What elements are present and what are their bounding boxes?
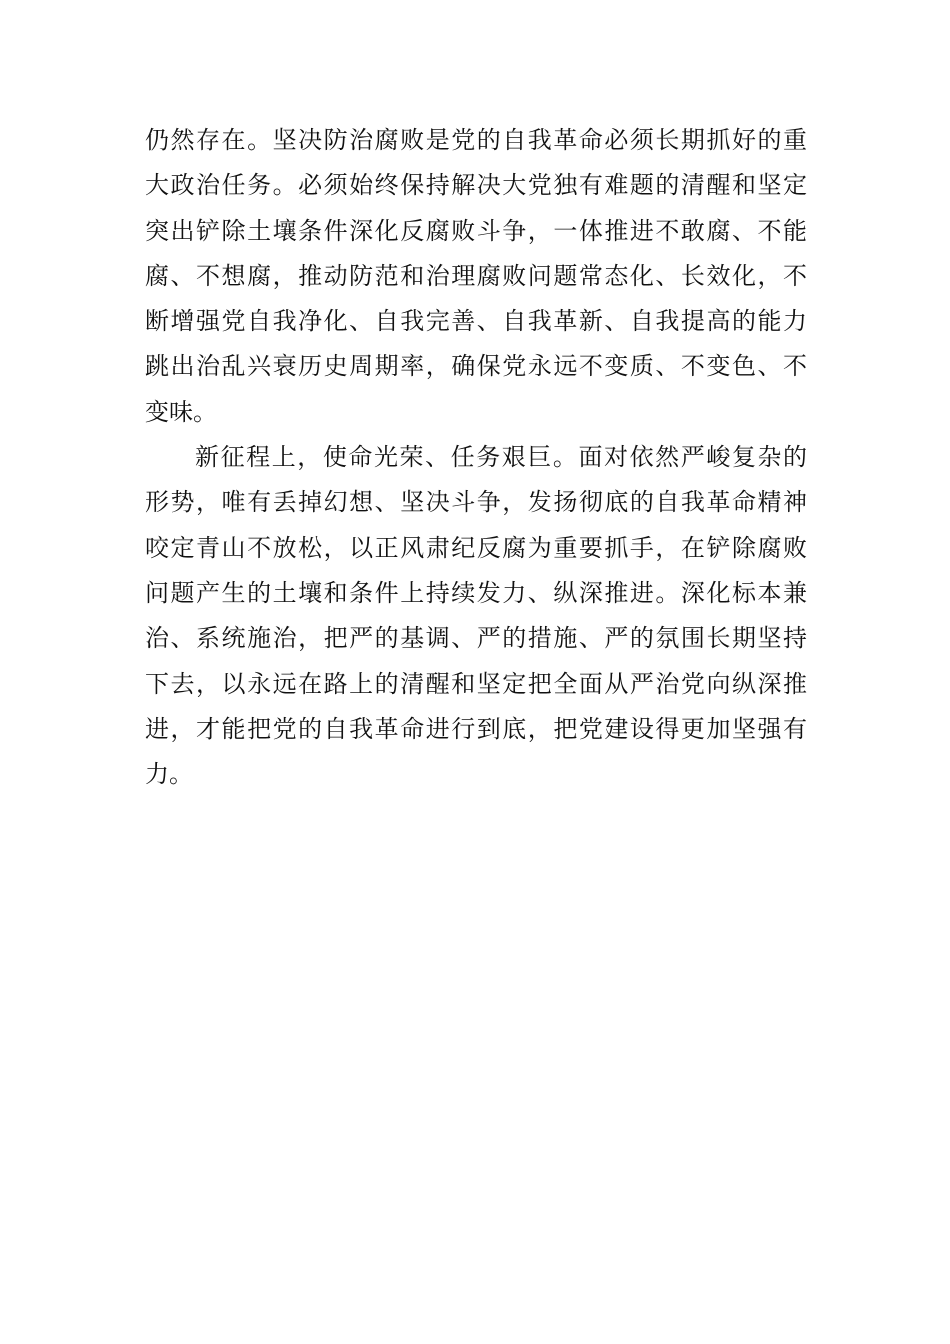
text-line: 咬定青山不放松，以正风肃纪反腐为重要抓手，在铲除腐败 [145,533,807,562]
text-line: 下去，以永远在路上的清醒和坚定把全面从严治党向纵深推 [145,669,807,698]
text-line: 进，才能把党的自我革命进行到底，把党建设得更加坚强有 [145,714,807,743]
text-line: 突出铲除土壤条件深化反腐败斗争，一体推进不敢腐、不能 [145,216,807,245]
text-line: 问题产生的土壤和条件上持续发力、纵深推进。深化标本兼 [145,578,807,607]
text-line: 形势，唯有丢掉幻想、坚决斗争，发扬彻底的自我革命精神 [145,488,807,517]
text-line: 新征程上，使命光荣、任务艰巨。面对依然严峻复杂的 [195,443,807,472]
text-line: 变味。 [145,397,217,426]
text-line: 大政治任务。必须始终保持解决大党独有难题的清醒和坚定 [145,171,807,200]
text-line: 仍然存在。坚决防治腐败是党的自我革命必须长期抓好的重 [145,126,807,154]
text-line: 腐、不想腐，推动防范和治理腐败问题常态化、长效化，不 [145,261,807,290]
text-line: 跳出治乱兴衰历史周期率，确保党永远不变质、不变色、不 [145,352,807,381]
text-line: 治、系统施治，把严的基调、严的措施、严的氛围长期坚持 [145,624,807,653]
text-line: 力。 [145,760,193,789]
document-body [145,118,807,797]
text-line: 断增强党自我净化、自我完善、自我革新、自我提高的能力 [145,307,807,336]
